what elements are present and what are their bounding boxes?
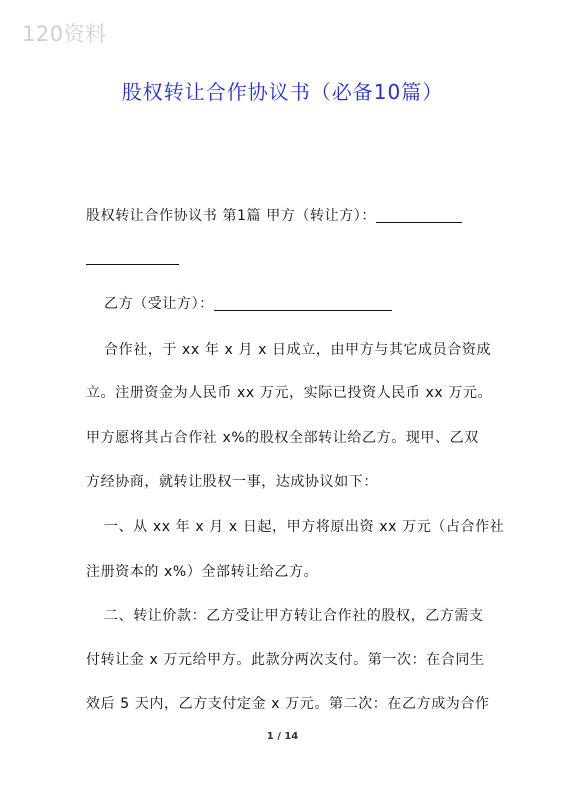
page-number: 1 / 14 <box>266 731 299 742</box>
paragraph-line: 注册资本的 x%）全部转让给乙方。 <box>86 564 319 580</box>
party-a-blank-continued <box>86 250 179 266</box>
heading-line <box>86 205 462 225</box>
document-title: 股权转让合作协议书（必备10篇） <box>121 80 444 104</box>
paragraph-line: 二、转让价款：乙方受让甲方转让合作社的股权，乙方需支 <box>104 608 484 624</box>
party-b-blank <box>214 296 392 311</box>
paragraph-line: 效后 5 天内，乙方支付定金 x 万元。第二次：在乙方成为合作 <box>86 696 490 712</box>
party-b-label: 乙方（受让方）： <box>104 296 214 312</box>
paragraph-line: 立。注册资金为人民币 xx 万元，实际已投资人民币 xx 万元。 <box>86 385 493 401</box>
paragraph-line: 合作社，于 xx 年 x 月 x 日成立，由甲方与其它成员合资成 <box>104 342 492 358</box>
heading-text: 股权转让合作协议书 第1篇 甲方（转让方）： <box>86 208 377 224</box>
party-a-blank <box>376 208 462 223</box>
party-a-blank-2 <box>86 250 179 265</box>
paragraph-line: 付转让金 x 万元给甲方。此款分两次支付。第一次：在合同生 <box>86 652 485 668</box>
party-b-line <box>104 293 392 313</box>
paragraph-line: 方经协商，就转让股权一事，达成协议如下： <box>86 474 378 490</box>
watermark-logo: 120资料 <box>22 22 107 46</box>
paragraph-line: 甲方愿将其占合作社 x%的股权全部转让给乙方。现甲、乙双 <box>86 430 479 446</box>
paragraph-line: 一、从 xx 年 x 月 x 日起，甲方将原出资 xx 万元（占合作社 <box>104 519 505 535</box>
